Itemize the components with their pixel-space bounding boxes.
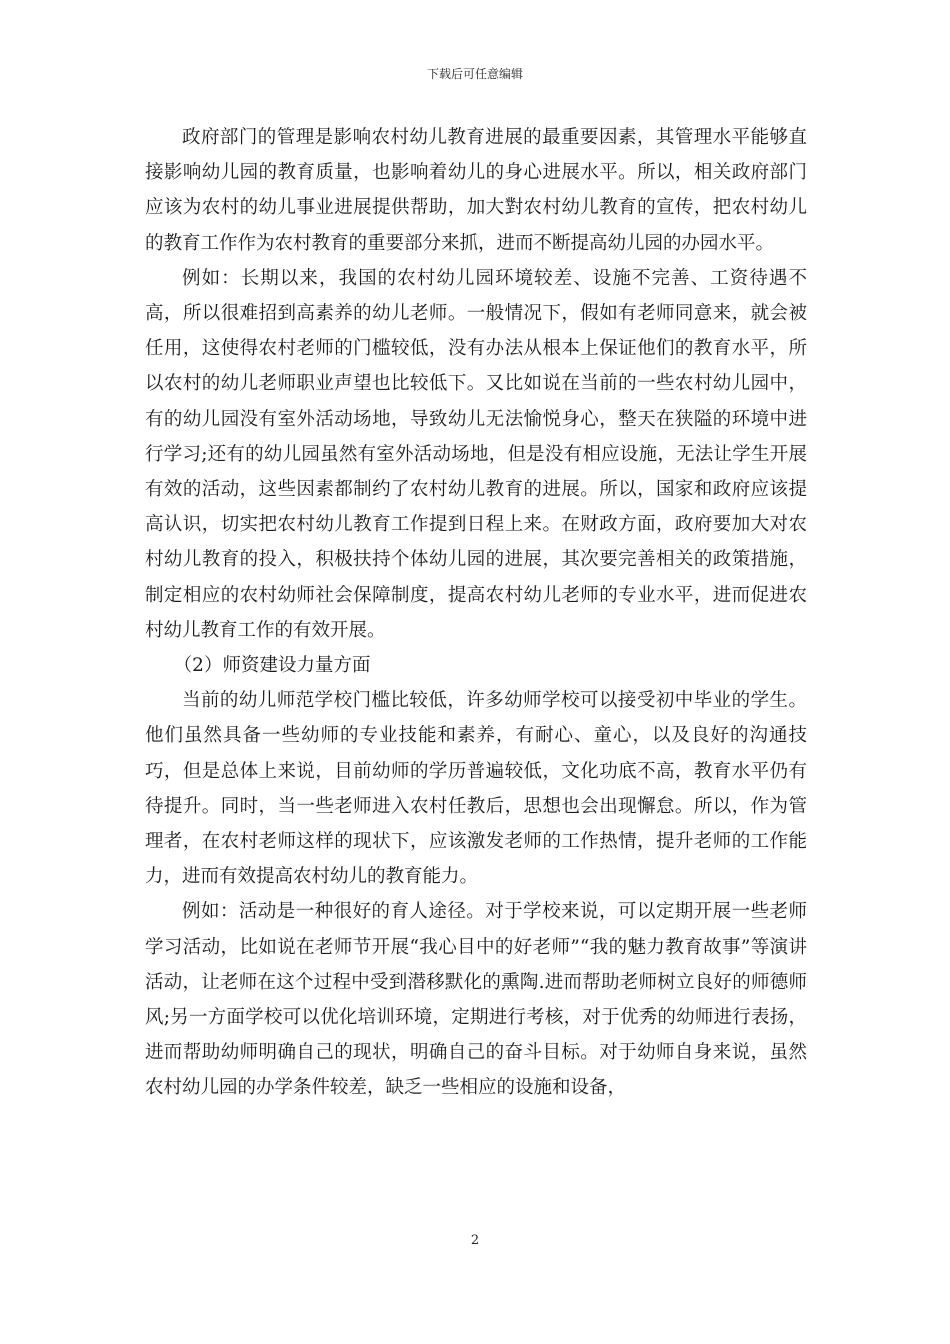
paragraph-example-rural-conditions: 例如：长期以来，我国的农村幼儿园环境较差、设施不完善、工资待遇不高，所以很难招到高素养的幼儿老师。一般情况下，假如有老师同意来，就会被任用，这使得农村老师的门槛较低，没有办法从根本上保证他们的教育水平，所以农村的幼儿老师职业声望也比较低下。又比如说在当前的一些农村幼儿园中，有的幼儿园没有室外活动场地，导致幼儿无法愉悦身心，整天在狭隘的环境中进行学习;还有的幼儿园虽然有室外活动场地，但是没有相应设施，无法让学生开展有效的活动，这些因素都制约了农村幼儿教育的进展。所以，国家和政府应该提高认识，切实把农村幼儿教育工作提到日程上来。在财政方面，政府要加大对农村幼儿教育的投入，积极扶持个体幼儿园的进展，其次要完善相关的政策措施，制定相应的农村幼师社会保障制度，提高农村幼儿老师的专业水平，进而促进农村幼儿教育工作的有效开展。 — [145, 267, 807, 641]
paragraph-government-management: 政府部门的管理是影响农村幼儿教育进展的最重要因素，其管理水平能够直接影响幼儿园的教育质量，也影响着幼儿的身心进展水平。所以，相关政府部门应该为农村的幼儿事业进展提供帮助，加大對农村幼儿教育的宣传，把农村幼儿的教育工作作为农村教育的重要部分来抓，进而不断提高幼儿园的办园水平。 — [145, 127, 807, 254]
document-body — [145, 120, 807, 1106]
paragraph-teacher-qualifications: 当前的幼儿师范学校门槛比较低，许多幼师学校可以接受初中毕业的学生。他们虽然具备一些幼师的专业技能和素养，有耐心、童心，以及良好的沟通技巧，但是总体上来说，目前幼师的学历普遍较低，文化功底不高，教育水平仍有待提升。同时，当一些老师进入农村任教后，思想也会出现懈怠。所以，作为管理者，在农村老师这样的现状下，应该激发老师的工作热情，提升老师的工作能力，进而有效提高农村幼儿的教育能力。 — [145, 690, 807, 888]
paragraph-example-activities: 例如：活动是一种很好的育人途径。对于学校来说，可以定期开展一些老师学习活动，比如说在老师节开展“我心目中的好老师”“我的魅力教育故事”等演讲活动，让老师在这个过程中受到潜移默化的熏陶.进而帮助老师树立良好的师德师风;另一方面学校可以优化培训环境，定期进行考核，对于优秀的幼师进行表扬，进而帮助幼师明确自己的现状，明确自己的奋斗目标。对于幼师自身来说，虽然农村幼儿园的办学条件较差，缺乏一些相应的设施和设备， — [145, 901, 807, 1099]
section-heading-teacher-construction: （2）师资建设力量方面 — [173, 655, 371, 677]
page-number: 2 — [470, 1233, 480, 1248]
page-header-note: 下载后可任意编辑 — [426, 67, 523, 81]
